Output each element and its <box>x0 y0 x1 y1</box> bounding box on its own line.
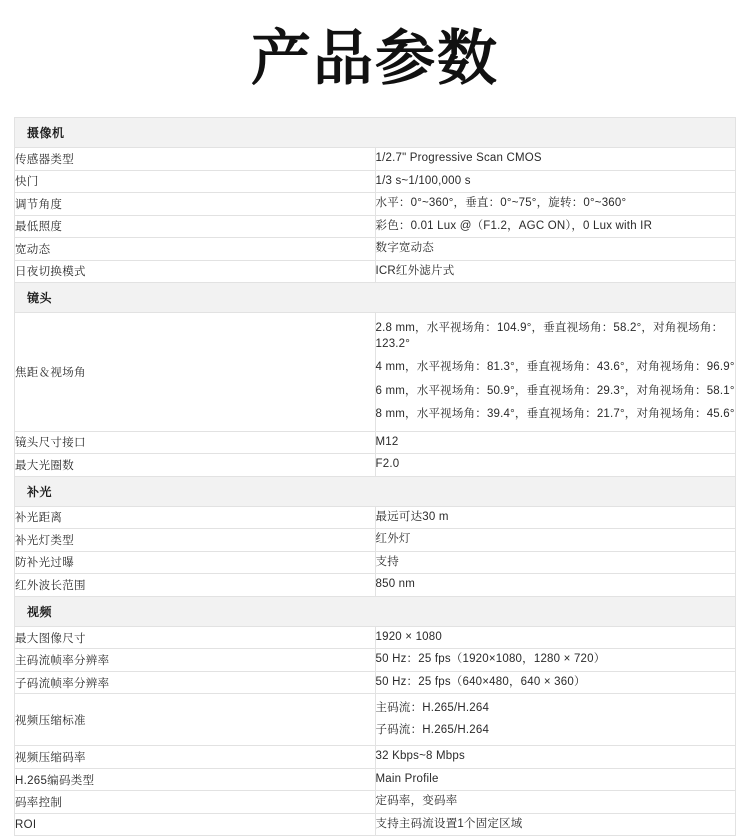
section-title: 视频 <box>15 596 736 626</box>
row-value <box>375 215 736 238</box>
row-value <box>375 313 736 432</box>
table-row <box>15 626 736 649</box>
table-row <box>15 574 736 597</box>
row-value-line: 1920 × 1080 <box>375 630 442 643</box>
table-row <box>15 170 736 193</box>
row-value-line: 定码率，变码率 <box>375 795 458 808</box>
row-value <box>375 574 736 597</box>
row-value-line: 1/3 s~1/100,000 s <box>375 174 471 187</box>
section-header-row <box>15 283 736 313</box>
table-row <box>15 791 736 814</box>
section-title: 补光 <box>15 476 736 506</box>
row-value <box>375 529 736 552</box>
row-value-line: 数字宽动态 <box>375 242 434 255</box>
row-value <box>375 148 736 171</box>
table-row <box>15 215 736 238</box>
table-row <box>15 649 736 672</box>
row-label: H.265编码类型 <box>15 768 376 791</box>
row-value <box>375 454 736 477</box>
row-value <box>375 746 736 769</box>
row-value-line: 50 Hz：25 fps（1920×1080，1280 × 720） <box>375 653 606 666</box>
row-label: 补光距离 <box>15 506 376 529</box>
table-row <box>15 454 736 477</box>
row-label: 日夜切换模式 <box>15 260 376 283</box>
spec-table <box>14 117 736 836</box>
row-value <box>375 193 736 216</box>
row-value-line: F2.0 <box>375 458 400 471</box>
row-label: 子码流帧率分辨率 <box>15 671 376 694</box>
row-value-line: 1/2.7" Progressive Scan CMOS <box>375 152 542 164</box>
row-value <box>375 431 736 454</box>
row-value-line: M12 <box>375 435 399 448</box>
row-value-line: 4 mm，水平视场角：81.3°，垂直视场角：43.6°，对角视场角：96.9° <box>375 361 735 374</box>
section-header-row <box>15 596 736 626</box>
row-label: 焦距＆视场角 <box>15 313 376 432</box>
section-title: 摄像机 <box>15 118 736 148</box>
row-label: 传感器类型 <box>15 148 376 171</box>
section-title: 镜头 <box>15 283 736 313</box>
row-label: 码率控制 <box>15 791 376 814</box>
table-row <box>15 238 736 261</box>
table-row <box>15 746 736 769</box>
row-value-line: 红外灯 <box>375 533 411 546</box>
row-value <box>375 768 736 791</box>
row-label: 视频压缩标准 <box>15 694 376 746</box>
row-value-line: 8 mm，水平视场角：39.4°，垂直视场角：21.7°，对角视场角：45.6° <box>375 408 735 421</box>
row-value-line: 子码流：H.265/H.264 <box>375 723 490 736</box>
table-row <box>15 768 736 791</box>
table-row <box>15 506 736 529</box>
row-value <box>375 791 736 814</box>
row-label: 最低照度 <box>15 215 376 238</box>
section-header-row <box>15 118 736 148</box>
table-row <box>15 813 736 836</box>
row-value-line: 6 mm，水平视场角：50.9°，垂直视场角：29.3°，对角视场角：58.1° <box>375 384 735 397</box>
row-value <box>375 626 736 649</box>
spec-table-body <box>15 118 736 836</box>
row-value-line: 850 nm <box>375 578 416 591</box>
row-label: 最大光圈数 <box>15 454 376 477</box>
table-row <box>15 551 736 574</box>
row-value-line: 2.8 mm，水平视场角：104.9°，垂直视场角：58.2°，对角视场角：123.2° <box>375 322 724 350</box>
table-row <box>15 671 736 694</box>
row-label: 最大图像尺寸 <box>15 626 376 649</box>
row-value-line: 支持主码流设置1个固定区域 <box>375 817 523 830</box>
table-row <box>15 260 736 283</box>
table-row <box>15 193 736 216</box>
row-value-line: 支持 <box>375 555 399 568</box>
row-value-line: 32 Kbps~8 Mbps <box>375 750 465 763</box>
table-row <box>15 431 736 454</box>
row-value-line: Main Profile <box>375 772 439 785</box>
row-label: 红外波长范围 <box>15 574 376 597</box>
row-value-line: 主码流：H.265/H.264 <box>375 702 490 715</box>
row-value-line: 水平：0°~360°，垂直：0°~75°，旋转：0°~360° <box>375 197 627 210</box>
row-label: 宽动态 <box>15 238 376 261</box>
row-value-line: 彩色：0.01 Lux @（F1.2，AGC ON），0 Lux with IR <box>375 219 653 232</box>
row-value-line: ICR红外滤片式 <box>375 264 455 277</box>
row-value <box>375 649 736 672</box>
row-value <box>375 671 736 694</box>
row-label: 视频压缩码率 <box>15 746 376 769</box>
table-row <box>15 529 736 552</box>
row-value <box>375 260 736 283</box>
page-title: 产品参数 <box>251 24 499 94</box>
row-value <box>375 238 736 261</box>
row-label: ROI <box>15 813 376 836</box>
table-row <box>15 694 736 746</box>
row-label: 调节角度 <box>15 193 376 216</box>
row-value-line: 50 Hz：25 fps（640×480，640 × 360） <box>375 675 586 688</box>
row-label: 镜头尺寸接口 <box>15 431 376 454</box>
row-label: 补光灯类型 <box>15 529 376 552</box>
row-label: 主码流帧率分辨率 <box>15 649 376 672</box>
row-value <box>375 551 736 574</box>
row-value-line: 最远可达30 m <box>375 510 449 523</box>
row-value <box>375 170 736 193</box>
row-value <box>375 506 736 529</box>
section-header-row <box>15 476 736 506</box>
row-label: 快门 <box>15 170 376 193</box>
row-value <box>375 813 736 836</box>
table-row <box>15 313 736 432</box>
table-row <box>15 148 736 171</box>
row-value <box>375 694 736 746</box>
row-label: 防补光过曝 <box>15 551 376 574</box>
